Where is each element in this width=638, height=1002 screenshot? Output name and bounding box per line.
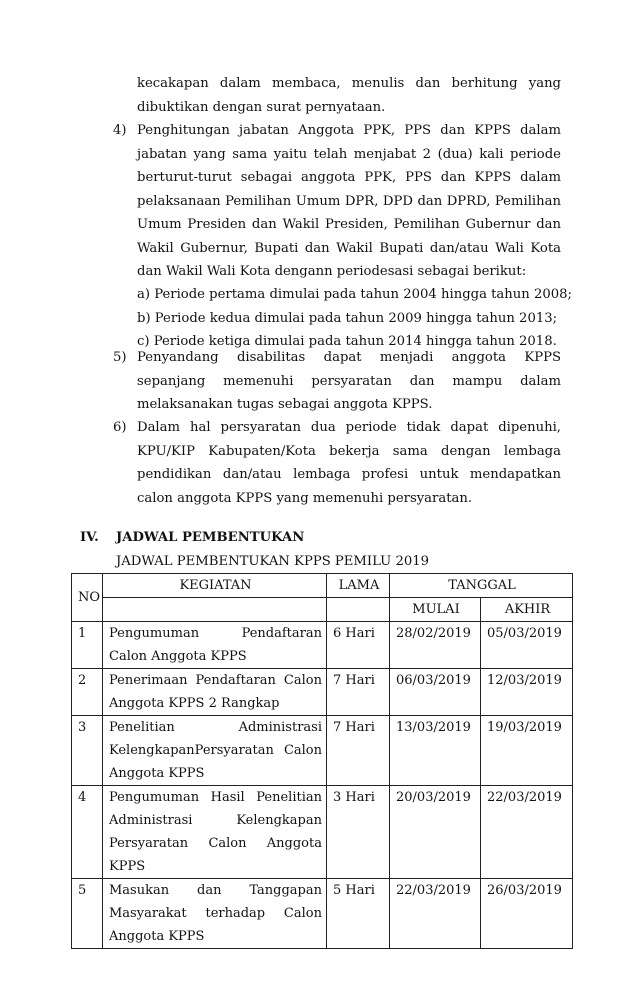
item-4-text: Penghitungan jabatan Anggota PPK, PPS dan KPPS dalam jabatan yang sama yaitu telah menjabat 2 (dua) kali periode berturut-turut sebagai anggota PPK, PPS dan KPPS dalam pelaksanaan Pemilihan Umum DPR, DPD dan DPRD, Pemilihan Umum Presiden dan Wakil Presiden, Pemilihan Gubernur dan Wakil Gubernur, Bupati dan Wakil Bupati dan/atau Wali Kota dan Wakil Wali Kota dengann periodesasi sebagai berikut: xyxy=(137,123,561,279)
row-kegiatan: Penerimaan Pendaftaran Calon Anggota KPPS 2 Rangkap xyxy=(103,669,327,716)
item-5-text: Penyandang disabilitas dapat menjadi anggota KPPS sepanjang memenuhi persyaratan dan mampu dalam melaksanakan tugas sebagai anggota KPPS. xyxy=(137,350,561,412)
row-no: 3 xyxy=(72,716,103,786)
row-mulai: 13/03/2019 xyxy=(390,716,481,786)
header-lama-empty xyxy=(327,598,390,622)
schedule-table xyxy=(71,573,573,949)
item-6-text: Dalam hal persyaratan dua periode tidak dapat dipenuhi, KPU/KIP Kabupaten/Kota bekerja sama dengan lembaga pendidikan dan/atau lembaga profesi untuk mendapatkan calon anggota KPPS yang memenuhi persyaratan. xyxy=(137,420,561,506)
table-row xyxy=(72,622,573,669)
table-subheader-row xyxy=(72,598,573,622)
header-kegiatan: KEGIATAN xyxy=(103,574,327,598)
row-no: 4 xyxy=(72,786,103,879)
row-lama: 3 Hari xyxy=(327,786,390,879)
table-row xyxy=(72,786,573,879)
row-akhir: 22/03/2019 xyxy=(481,786,573,879)
period-list xyxy=(137,283,572,354)
header-lama: LAMA xyxy=(327,574,390,598)
table-row xyxy=(72,669,573,716)
row-mulai: 06/03/2019 xyxy=(390,669,481,716)
item-6-number: 6) xyxy=(113,420,127,435)
period-item-b: b) Periode kedua dimulai pada tahun 2009 hingga tahun 2013; xyxy=(137,310,558,326)
period-item-a: a) Periode pertama dimulai pada tahun 2004 hingga tahun 2008; xyxy=(137,287,572,302)
row-lama: 7 Hari xyxy=(327,669,390,716)
row-kegiatan: Penelitian Administrasi KelengkapanPersyaratan Calon Anggota KPPS xyxy=(103,716,327,786)
row-lama: 5 Hari xyxy=(327,879,390,949)
intro-paragraph: kecakapan dalam membaca, menulis dan berhitung yang dibuktikan dengan surat pernyataan. xyxy=(137,76,561,115)
row-lama: 6 Hari xyxy=(327,622,390,669)
table-row xyxy=(72,716,573,786)
row-no: 1 xyxy=(72,622,103,669)
header-kegiatan-empty xyxy=(103,598,327,622)
row-akhir: 19/03/2019 xyxy=(481,716,573,786)
row-mulai: 22/03/2019 xyxy=(390,879,481,949)
table-title: JADWAL PEMBENTUKAN KPPS PEMILU 2019 xyxy=(116,554,430,569)
item-4-number: 4) xyxy=(113,123,127,138)
header-mulai: MULAI xyxy=(390,598,481,622)
row-no: 2 xyxy=(72,669,103,716)
row-mulai: 20/03/2019 xyxy=(390,786,481,879)
header-tanggal: TANGGAL xyxy=(390,574,573,598)
row-kegiatan: Pengumuman Pendaftaran Calon Anggota KPPS xyxy=(103,622,327,669)
section-number: IV. xyxy=(80,530,99,545)
item-5-number: 5) xyxy=(113,350,127,365)
section-title: JADWAL PEMBENTUKAN xyxy=(116,530,305,545)
row-lama: 7 Hari xyxy=(327,716,390,786)
header-no: NO xyxy=(72,574,103,622)
table-header-row xyxy=(72,574,573,598)
row-akhir: 12/03/2019 xyxy=(481,669,573,716)
row-mulai: 28/02/2019 xyxy=(390,622,481,669)
header-akhir: AKHIR xyxy=(481,598,573,622)
period-item-c: c) Periode ketiga dimulai pada tahun 2014 hingga tahun 2018. xyxy=(137,334,557,349)
row-akhir: 26/03/2019 xyxy=(481,879,573,949)
row-kegiatan: Pengumuman Hasil Penelitian Administrasi Kelengkapan Persyaratan Calon Anggota KPPS xyxy=(103,786,327,879)
row-no: 5 xyxy=(72,879,103,949)
row-kegiatan: Masukan dan Tanggapan Masyarakat terhadap Calon Anggota KPPS xyxy=(103,879,327,949)
table-row xyxy=(72,879,573,949)
row-akhir: 05/03/2019 xyxy=(481,622,573,669)
